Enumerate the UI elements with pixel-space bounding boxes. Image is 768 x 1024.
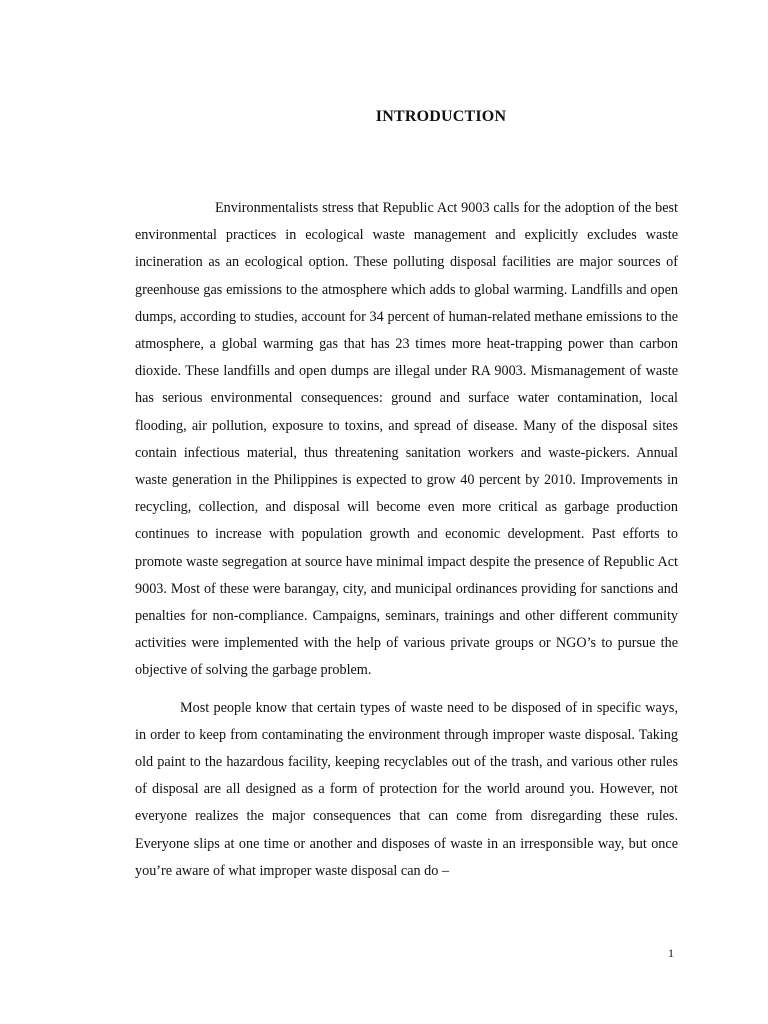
document-body	[135, 195, 678, 885]
paragraph-1: Environmentalists stress that Republic Act 9003 calls for the adoption of the best environmental practices in ecological waste management and explicitly excludes waste incineration as an ecological option. These polluting disposal facilities are major sources of greenhouse gas emissions to the atmosphere which adds to global warming. Landfills and open dumps, according to studies, account for 34 percent of human-related methane emissions to the atmosphere, a global warming gas that has 23 times more heat-trapping power than carbon dioxide. These landfills and open dumps are illegal under RA 9003. Mismanagement of waste has serious environmental consequences: ground and surface water contamination, local flooding, air pollution, exposure to toxins, and spread of disease. Many of the disposal sites contain infectious material, thus threatening sanitation workers and waste-pickers. Annual waste generation in the Philippines is expected to grow 40 percent by 2010. Improvements in recycling, collection, and disposal will become even more critical as garbage production continues to increase with population growth and economic development. Past efforts to promote waste segregation at source have minimal impact despite the presence of Republic Act 9003. Most of these were barangay, city, and municipal ordinances providing for sanctions and penalties for non-compliance. Campaigns, seminars, trainings and other different community activities were implemented with the help of various private groups or NGO’s to pursue the objective of solving the garbage problem.	[135, 200, 678, 679]
page-number: 1	[668, 946, 674, 960]
paragraph-2: Most people know that certain types of waste need to be disposed of in specific ways, in order to keep from contaminating the environment through improper waste disposal. Taking old paint to the hazardous facility, keeping recyclables out of the trash, and various other rules of disposal are all designed as a form of protection for the world around you. However, not everyone realizes the major consequences that can come from disregarding these rules. Everyone slips at one time or another and disposes of waste in an irresponsible way, but once you’re aware of what improper waste disposal can do –	[135, 699, 678, 879]
page-title: INTRODUCTION	[375, 108, 507, 125]
